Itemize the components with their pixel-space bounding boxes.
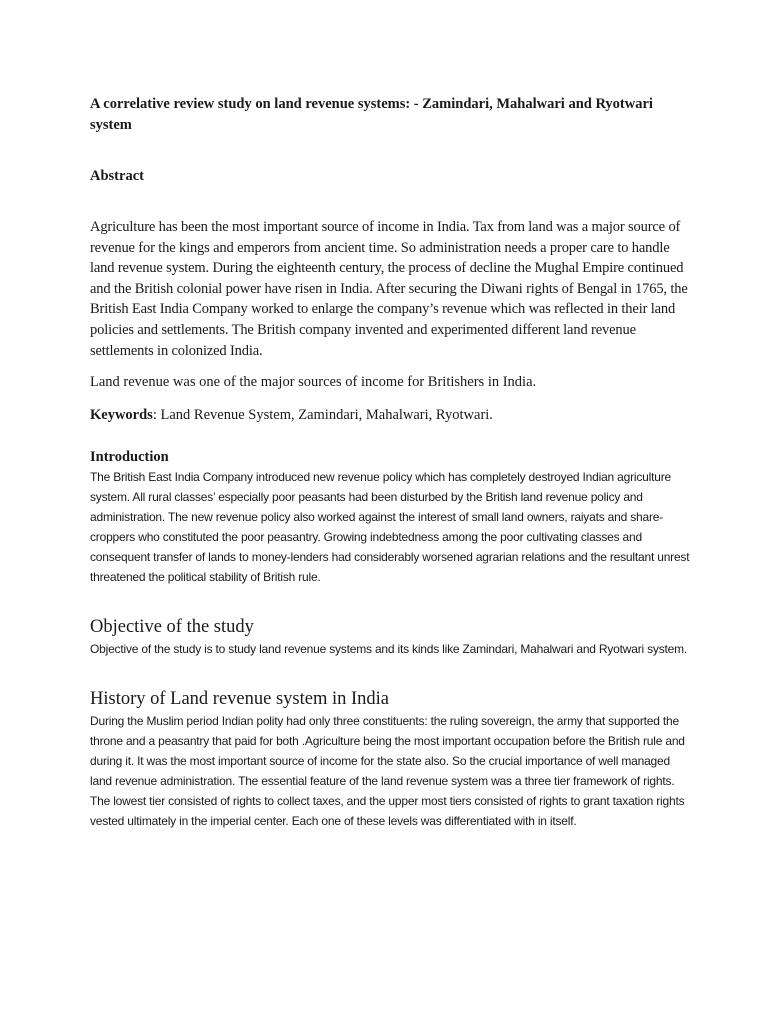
introduction-paragraph: The British East India Company introduced new revenue policy which has completely destroyed Indian agriculture system. All rural classes’ especially poor peasants had been disturbed by the British land revenue policy and administration. The new revenue policy also worked against the interest of small land owners, raiyats and share- croppers who constituted the poor peasantry. Growing indebtedness among the poor cultivating classes and consequent transfer of lands to money-lenders had considerably worsened agrarian relations and the resultant unrest threatened the political stability of British rule. — [90, 470, 690, 585]
history-paragraph: During the Muslim period Indian polity had only three constituents: the ruling sovereign, the army that supported the throne and a peasantry that paid for both .Agriculture being the most important occupation before the British rule and during it. It was the most important source of income for the state also. So the crucial importance of well managed land revenue administration. The essential feature of the land revenue system was a three tier framework of rights. The lowest tier consisted of rights to collect taxes, and the upper most tiers consisted of rights to grant taxation rights vested ultimately in the imperial center. Each one of these levels was differentiated with in itself. — [90, 714, 685, 829]
document-title: A correlative review study on land revenue systems: - Zamindari, Mahalwari and Ryotwari system — [90, 96, 653, 133]
abstract-extra-paragraph: Land revenue was one of the major sources of income for Britishers in India. — [90, 374, 537, 391]
abstract-paragraph: Agriculture has been the most important source of income in India. Tax from land was a major source of revenue for the kings and emperors from ancient time. So administration needs a proper care to handle land revenue system. During the eighteenth century, the process of decline the Mughal Empire continued and the British colonial power have risen in India. After securing the Diwani rights of Bengal in 1765, the British East India Company worked to enlarge the company’s revenue which was reflected in their land policies and settlements. The British company invented and experimented different land revenue settlements in colonized India. — [90, 219, 688, 359]
keywords-line — [90, 405, 690, 425]
objective-paragraph: Objective of the study is to study land revenue systems and its kinds like Zamindari, Mahalwari and Ryotwari system. — [90, 642, 688, 657]
introduction-heading: Introduction — [90, 449, 169, 466]
document-page — [90, 94, 690, 831]
keywords-label: Keywords — [90, 407, 153, 424]
abstract-heading: Abstract — [90, 168, 144, 184]
objective-heading: Objective of the study — [90, 617, 254, 638]
history-heading: History of Land revenue system in India — [90, 689, 390, 710]
keywords-text: : Land Revenue System, Zamindari, Mahalwari, Ryotwari. — [152, 407, 493, 424]
